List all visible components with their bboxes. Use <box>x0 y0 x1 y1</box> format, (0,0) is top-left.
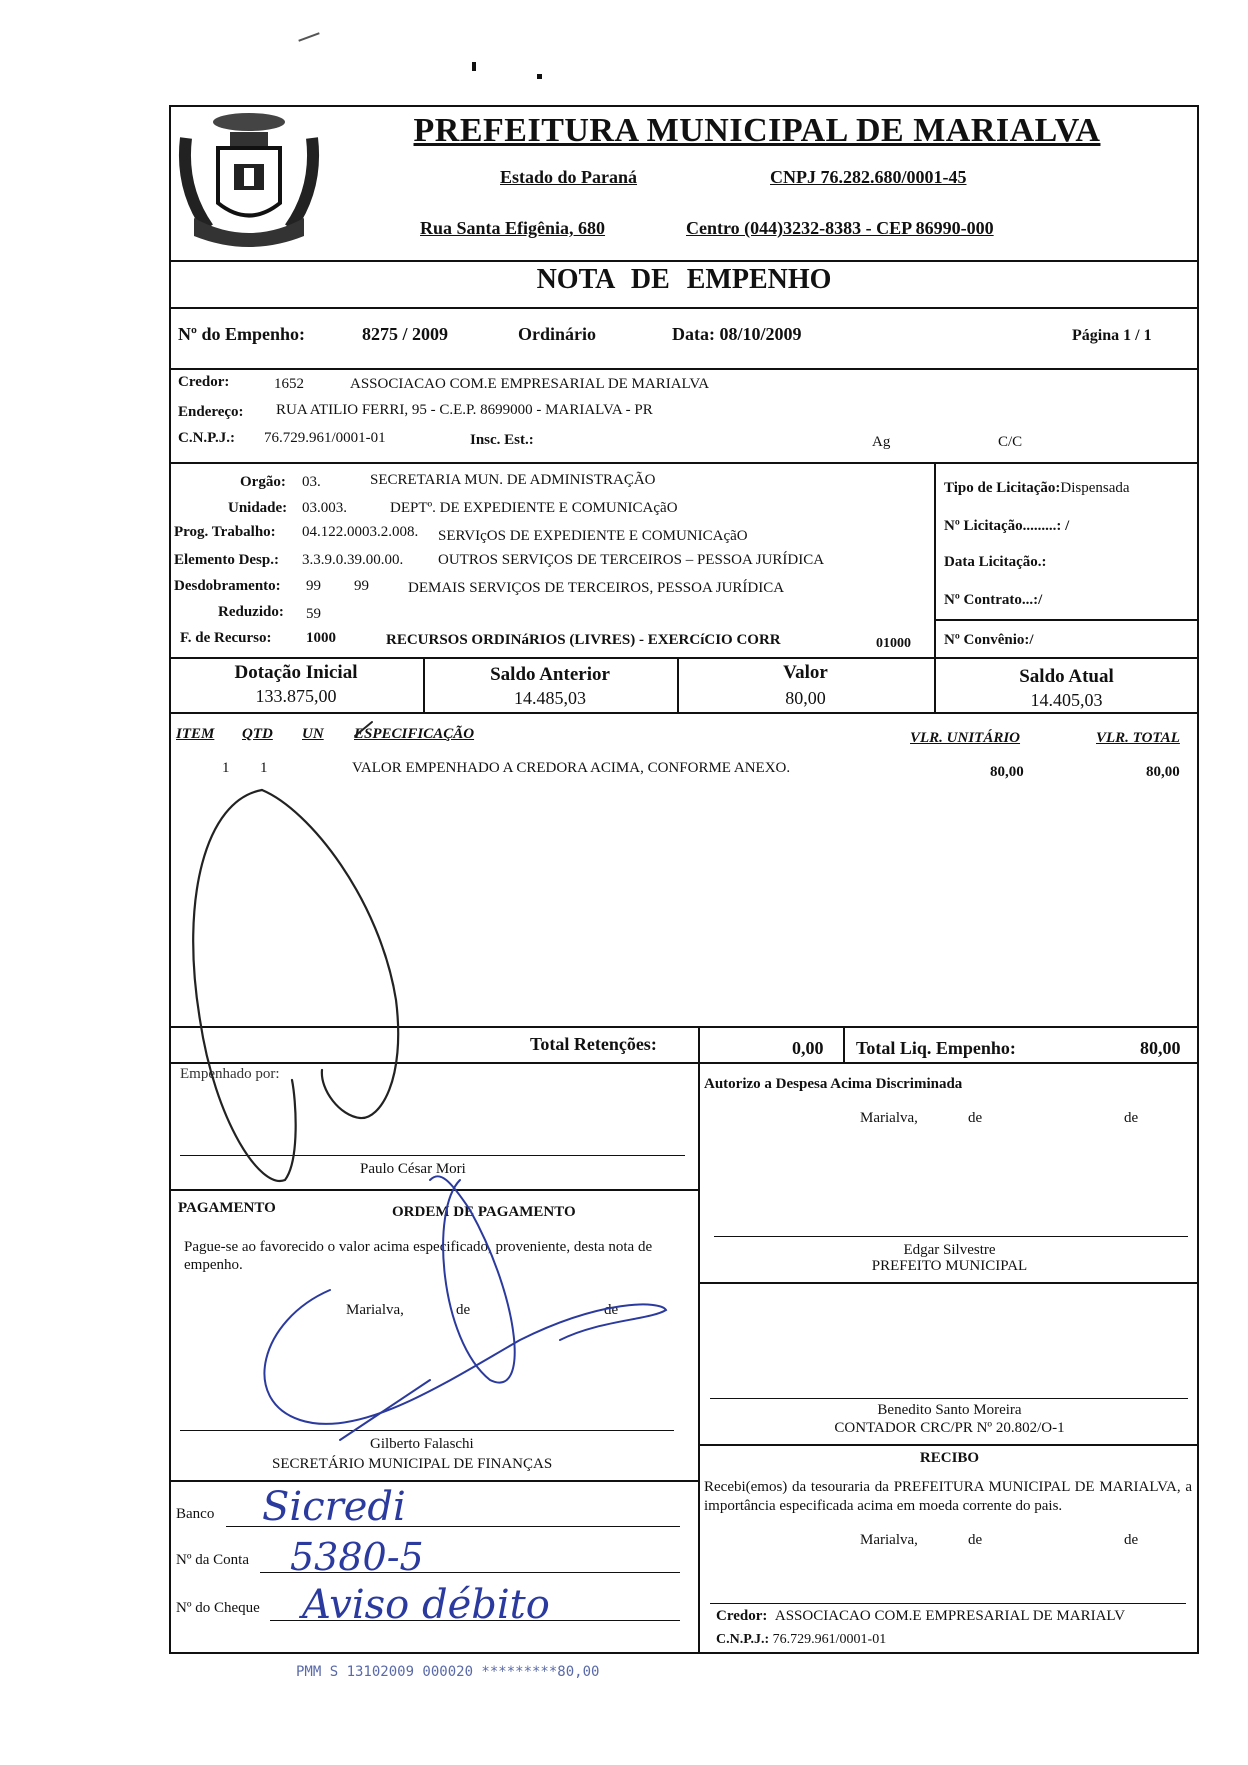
recibo-credor-label: Credor: <box>716 1608 768 1624</box>
col-qtd-label: QTD <box>242 726 273 742</box>
recibo-cnpj <box>716 1632 886 1648</box>
header-address: Rua Santa Efigênia, 680 <box>420 218 606 238</box>
recibo-credor <box>716 1608 1125 1625</box>
bank-stamp: PMM S 13102009 000020 *********80,00 <box>296 1664 600 1680</box>
recurso-label: F. de Recurso: <box>180 630 272 646</box>
recibo-cnpj-label: C.N.P.J.: <box>716 1632 770 1647</box>
col-item-label: ITEM <box>176 726 215 742</box>
recibo-de1: de <box>968 1532 983 1548</box>
address-label: Endereço: <box>178 404 244 420</box>
prog-code: 04.122.0003.2.008. <box>302 524 419 540</box>
recibo-place: Marialva, <box>860 1532 918 1548</box>
signature-line <box>180 1430 674 1431</box>
recibo-cnpj-value: 76.729.961/0001-01 <box>772 1632 887 1647</box>
insc-label: Insc. Est.: <box>470 432 534 448</box>
banco-label: Banco <box>176 1506 215 1522</box>
pagamento-text: Pague-se ao favorecido o valor acima especificado, proveniente, desta nota de empenho. <box>184 1239 653 1273</box>
saldo-anterior-value: 14.485,03 <box>514 688 586 708</box>
conta-line <box>260 1572 680 1573</box>
elemento-code: 3.3.9.0.39.00.00. <box>302 552 404 568</box>
retencoes-label: Total Retenções: <box>530 1034 657 1054</box>
row-item: 1 <box>222 760 230 776</box>
divider <box>698 1282 1199 1284</box>
licitacao-tipo-label: Tipo de Licitação: <box>944 480 1061 496</box>
header-cnpj: CNPJ 76.282.680/0001-45 <box>770 167 967 187</box>
signature-line <box>180 1155 685 1156</box>
contador-name: Benedito Santo Moreira <box>877 1402 1022 1418</box>
header-contact: Centro (044)3232-8383 - CEP 86990-000 <box>686 218 994 238</box>
empenho-number-label: Nº do Empenho: <box>178 324 305 344</box>
col-unit-label: VLR. UNITÁRIO <box>910 730 1021 746</box>
cnpj-label: C.N.P.J.: <box>178 430 235 446</box>
document-title: NOTA DE EMPENHO <box>536 264 832 295</box>
divider <box>934 619 1199 621</box>
saldo-atual-value: 14.405,03 <box>1030 690 1103 710</box>
divider <box>169 1026 1199 1028</box>
divider <box>169 260 1199 262</box>
cheque-line <box>270 1620 680 1621</box>
pagamento-de1: de <box>456 1302 471 1318</box>
liquido-label: Total Liq. Empenho: <box>856 1038 1016 1058</box>
cheque-handwriting: Aviso débito <box>302 1582 550 1628</box>
prefeito-role: PREFEITO MUNICIPAL <box>871 1258 1028 1274</box>
reduzido-value: 59 <box>306 606 321 622</box>
col-un <box>302 726 324 743</box>
signature-line <box>714 1236 1188 1237</box>
divider <box>169 368 1199 370</box>
signature-line <box>710 1398 1188 1399</box>
row-total: 80,00 <box>1146 764 1180 780</box>
prog-label: Prog. Trabalho: <box>174 524 276 540</box>
autorizo-de2: de <box>1124 1110 1139 1126</box>
saldo-atual-label: Saldo Atual <box>1019 666 1114 687</box>
divider <box>169 712 1199 714</box>
credor-address: RUA ATILIO FERRI, 95 - C.E.P. 8699000 - MARIALVA - PR <box>276 402 653 418</box>
recurso-num: 01000 <box>876 636 911 651</box>
dotacao-label: Dotação Inicial <box>234 662 358 683</box>
col-total <box>1096 730 1180 747</box>
cheque-label: Nº do Cheque <box>176 1600 260 1616</box>
divider <box>843 1026 845 1062</box>
recurso-code: 1000 <box>306 630 336 646</box>
conta-handwriting: 5380-5 <box>290 1535 424 1579</box>
valor-value: 80,00 <box>785 688 826 708</box>
licitacao-tipo-value: Dispensada <box>1060 480 1130 496</box>
ag-label: Ag <box>872 434 891 450</box>
contrato: Nº Contrato...:/ <box>944 592 1043 608</box>
col-un-label: UN <box>302 726 324 742</box>
desdobramento-code2: 99 <box>354 578 369 594</box>
recibo-text: Recebi(emos) da tesouraria da PREFEITURA MUNICIPAL DE MARIALVA, a importância especificada acima em moeda corrente do pais. <box>704 1479 1192 1514</box>
orgao-code: 03. <box>302 474 321 490</box>
pagamento-place: Marialva, <box>346 1302 404 1318</box>
licitacao-numero: Nº Licitação.........: / <box>944 518 1070 534</box>
credor-cnpj: 76.729.961/0001-01 <box>264 430 386 446</box>
divider <box>169 1189 698 1191</box>
conta-label: Nº da Conta <box>176 1552 249 1568</box>
divider <box>169 657 1199 659</box>
col-qtd <box>242 726 273 743</box>
row-espec: VALOR EMPENHADO A CREDORA ACIMA, CONFORME ANEXO. <box>352 760 791 776</box>
divider <box>169 462 1199 464</box>
empenho-date: Data: 08/10/2009 <box>672 324 802 344</box>
secretario-name: Gilberto Falaschi <box>370 1436 474 1452</box>
credor-name: ASSOCIACAO COM.E EMPRESARIAL DE MARIALVA <box>350 376 710 392</box>
divider <box>934 462 936 658</box>
credor-label: Credor: <box>178 374 230 390</box>
pagamento-label: PAGAMENTO <box>178 1200 276 1216</box>
ordem-label: ORDEM DE PAGAMENTO <box>392 1204 576 1220</box>
liquido-value: 80,00 <box>1140 1038 1181 1058</box>
banco-handwriting: Sicredi <box>262 1484 406 1530</box>
elemento-name: OUTROS SERVIÇOS DE TERCEIROS – PESSOA JURÍDICA <box>438 552 825 568</box>
recibo-de2: de <box>1124 1532 1139 1548</box>
valor-label: Valor <box>783 662 828 683</box>
dotacao-value: 133.875,00 <box>255 686 337 706</box>
desdobramento-name: DEMAIS SERVIÇOS DE TERCEIROS, PESSOA JURÍDICA <box>408 580 785 596</box>
secretario-role: SECRETÁRIO MUNICIPAL DE FINANÇAS <box>272 1456 553 1472</box>
empenho-number: 8275 / 2009 <box>362 324 449 344</box>
divider <box>698 1026 700 1062</box>
unidade-name: DEPTº. DE EXPEDIENTE E COMUNICAçãO <box>390 500 678 516</box>
elemento-label: Elemento Desp.: <box>174 552 279 568</box>
recibo-credor-name: ASSOCIACAO COM.E EMPRESARIAL DE MARIALV <box>774 1608 1126 1624</box>
banco-line <box>226 1526 680 1527</box>
header-title: PREFEITURA MUNICIPAL DE MARIALVA <box>413 112 1101 149</box>
scan-speck <box>537 74 542 79</box>
scan-speck <box>472 62 476 71</box>
recibo-label: RECIBO <box>919 1450 980 1466</box>
empenho-page: Página 1 / 1 <box>1072 327 1152 344</box>
divider <box>698 1062 700 1654</box>
signature-line <box>710 1603 1186 1604</box>
saldo-anterior-label: Saldo Anterior <box>490 664 610 685</box>
desdobramento-code1: 99 <box>306 578 321 594</box>
licitacao-data: Data Licitação.: <box>944 554 1047 570</box>
unidade-code: 03.003. <box>302 500 347 516</box>
contador-role: CONTADOR CRC/PR Nº 20.802/O-1 <box>834 1420 1065 1436</box>
autorizo-place: Marialva, <box>860 1110 918 1126</box>
prog-name: SERVIçOS DE EXPEDIENTE E COMUNICAçãO <box>438 528 748 544</box>
header-state: Estado do Paraná <box>500 167 638 187</box>
divider <box>169 1062 1199 1064</box>
col-espec <box>354 726 474 743</box>
empenhado-label: Empenhado por: <box>180 1066 280 1082</box>
autorizo-label: Autorizo a Despesa Acima Discriminada <box>704 1076 963 1092</box>
cc-label: C/C <box>998 434 1023 450</box>
col-item <box>176 726 214 743</box>
autorizo-de1: de <box>968 1110 983 1126</box>
row-qtd: 1 <box>260 760 268 776</box>
scan-speck <box>298 32 319 41</box>
empenho-type: Ordinário <box>518 324 597 344</box>
pagamento-de2: de <box>604 1302 619 1318</box>
orgao-name: SECRETARIA MUN. DE ADMINISTRAÇÃO <box>370 472 656 488</box>
coat-of-arms <box>178 108 320 258</box>
unidade-label: Unidade: <box>228 500 288 516</box>
convenio: Nº Convênio:/ <box>944 632 1034 648</box>
empenhado-name: Paulo César Mori <box>360 1161 466 1177</box>
credor-code: 1652 <box>274 376 304 392</box>
licitacao-tipo <box>944 480 1130 497</box>
row-unit: 80,00 <box>990 764 1024 780</box>
divider <box>169 1480 698 1482</box>
divider <box>698 1444 1199 1446</box>
divider <box>169 307 1199 309</box>
prefeito-name: Edgar Silvestre <box>903 1242 996 1258</box>
col-espec-label: ESPECIFICAÇÃO <box>354 726 475 742</box>
col-total-label: VLR. TOTAL <box>1096 730 1180 746</box>
recurso-name: RECURSOS ORDINáRIOS (LIVRES) - EXERCíCIO CORR <box>386 632 781 648</box>
reduzido-label: Reduzido: <box>218 604 284 620</box>
retencoes-value: 0,00 <box>792 1038 824 1058</box>
orgao-label: Orgão: <box>240 474 286 490</box>
col-unit <box>910 730 1020 747</box>
desdobramento-label: Desdobramento: <box>174 578 281 594</box>
